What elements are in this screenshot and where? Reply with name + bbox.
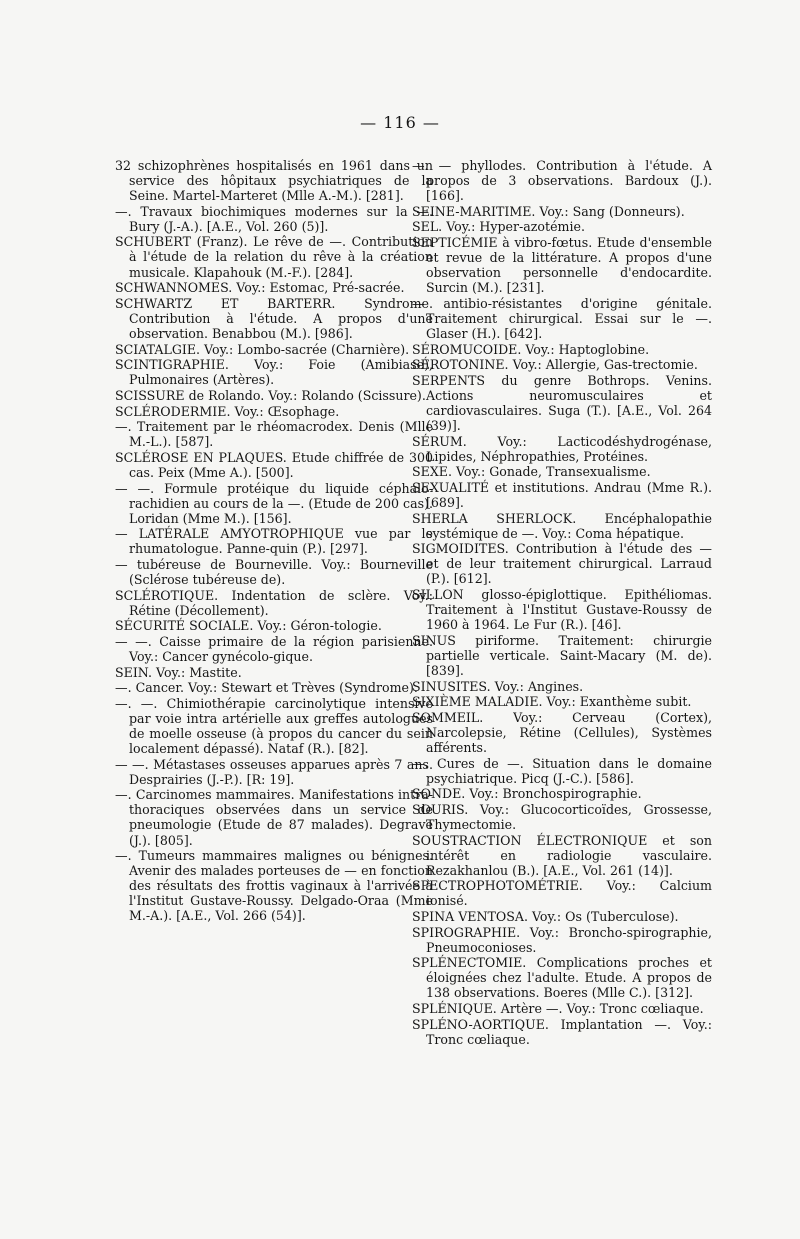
index-entry: SILLON glosso-épiglottique. Epithéliomas. Traitement à l'Institut Gustave-Roussy de 1960 à 1964. Le Fur (R.). [46]. <box>412 587 712 633</box>
index-entry: — LATÉRALE AMYOTROPHIQUE vue par le rhumatologue. Panne-quin (P.). [297]. <box>115 526 433 557</box>
index-entry: SPLÉNO-AORTIQUE. Implantation —. Voy.: Tronc cœliaque. <box>412 1016 712 1047</box>
index-entry: SPINA VENTOSA. Voy.: Os (Tuberculose). <box>412 908 679 924</box>
index-entry: —. Cures de —. Situation dans le domaine psychiatrique. Picq (J.-C.). [586]. <box>412 755 712 786</box>
index-entry: SCLÉRODERMIE. Voy.: Œsophage. <box>115 403 340 419</box>
index-entry: SCINTIGRAPHIE. Voy.: Foie (Amibiase), Pulmonaires (Artères). <box>115 357 433 388</box>
index-entry: — —. Métastases osseuses apparues après 7 ans. Desprairies (J.-P.). [R: 19]. <box>115 756 433 787</box>
index-entry: SÉRUM. Voy.: Lacticodéshydrogénase, Lipides, Néphropathies, Protéines. <box>412 433 712 464</box>
index-entry: SPLÉNECTOMIE. Complications proches et éloignées chez l'adulte. Etude. A propos de 138 observations. Boeres (Mlle C.). [312]. <box>412 955 712 1001</box>
index-entry: — antibio-résistantes d'origine génitale. Traitement chirurgical. Essai sur le —. Glaser (H.). [642]. <box>412 295 712 341</box>
index-entry: SPECTROPHOTOMÉTRIE. Voy.: Calcium ionisé. <box>412 878 712 909</box>
index-entry: — tubéreuse de Bourneville. Voy.: Bourneville (Sclérose tubéreuse de). <box>115 556 433 587</box>
index-entry: SIGMOIDITES. Contribution à l'étude des — et de leur traitement chirurgical. Larraud (P.). [612]. <box>412 541 712 587</box>
index-entry: —. — phyllodes. Contribution à l'étude. A propos de 3 observations. Bardoux (J.). [166]. <box>412 158 712 204</box>
index-entry: SIXIÈME MALADIE. Voy.: Exanthème subit. <box>412 694 692 710</box>
page-number: — 116 — <box>360 113 440 132</box>
index-entry: SEIN. Voy.: Mastite. <box>115 664 242 680</box>
right-column <box>412 158 712 1047</box>
index-entry: SEPTICÉMIE à vibro-fœtus. Etude d'ensemble et revue de la littérature. A propos d'une observation personnelle d'endocardite. Surcin (M.). [231]. <box>412 235 712 296</box>
index-entry: —. Traitement par le rhéomacrodex. Denis (Mlle M.-L.). [587]. <box>115 419 433 450</box>
index-entry: SPLÉNIQUE. Artère —. Voy.: Tronc cœliaque. <box>412 1001 704 1017</box>
index-entry: SEINE-MARITIME. Voy.: Sang (Donneurs). <box>412 203 685 219</box>
index-entry: SOMMEIL. Voy.: Cerveau (Cortex), Narcolepsie, Rétine (Cellules), Systèmes afférents. <box>412 709 712 755</box>
index-entry: SHERLA SHERLOCK. Encéphalopathie systémique de —. Voy.: Coma hépatique. <box>412 510 712 541</box>
index-entry: SINUSITES. Voy.: Angines. <box>412 678 584 694</box>
index-entry: SERPENTS du genre Bothrops. Venins. Actions neuromusculaires et cardiovasculaires. Suga (T.). [A.E., Vol. 264 (39)]. <box>412 372 712 433</box>
index-entry: SPIROGRAPHIE. Voy.: Broncho-spirographie, Pneumoconioses. <box>412 924 712 955</box>
index-entry: SOUSTRACTION ÉLECTRONIQUE et son intérêt en radiologie vasculaire. Rezakhanlou (B.). [A.E., Vol. 261 (14)]. <box>412 832 712 878</box>
index-entry: SÉROMUCOIDE. Voy.: Haptoglobine. <box>412 341 650 357</box>
index-entry: SCLÉROTIQUE. Indentation de sclère. Voy.: Rétine (Décollement). <box>115 587 433 618</box>
index-entry: —. Travaux biochimiques modernes sur la —. Bury (J.-A.). [A.E., Vol. 260 (5)]. <box>115 203 433 234</box>
index-entry: SCHWARTZ ET BARTERR. Syndrome. Contribution à l'étude. A propos d'une observation. Benabbou (M.). [986]. <box>115 295 433 341</box>
index-entry: SINUS piriforme. Traitement: chirurgie partielle verticale. Saint-Macary (M. de). [839]. <box>412 632 712 678</box>
index-entry: —. Tumeurs mammaires malignes ou bénignes. Avenir des malades porteuses de — en fonction des résultats des frottis vaginaux à l'arrivée à l'Institut Gustave-Roussy. Delgado-Oraa (Mme M.-A.). [A.E., Vol. 266 (54)]. <box>115 848 433 924</box>
index-entry: 32 schizophrènes hospitalisés en 1961 dans un service des hôpitaux psychiatriques de la Seine. Martel-Marteret (Mlle A.-M.). [281]. <box>115 158 433 204</box>
index-entry: SEXUALITÉ et institutions. Andrau (Mme R.). [689]. <box>412 479 712 510</box>
index-entry: —. —. Chimiothérapie carcinolytique intensive par voie intra artérielle aux greffes autologues de moelle osseuse (à propos du cancer du sein localement dépassé). Nataf (R.). [82]. <box>115 695 433 757</box>
index-entry: SEXE. Voy.: Gonade, Transexualisme. <box>412 464 651 480</box>
index-entry: SÉCURITÉ SOCIALE. Voy.: Géron-tologie. <box>115 618 382 634</box>
index-entry: SONDE. Voy.: Bronchospirographie. <box>412 786 642 802</box>
index-entry: SCISSURE de Rolando. Voy.: Rolando (Scissure). <box>115 387 426 403</box>
index-entry: SCHWANNOMES. Voy.: Estomac, Pré-sacrée. <box>115 280 405 296</box>
left-column <box>115 158 433 924</box>
index-entry: SCLÉROSE EN PLAQUES. Etude chiffrée de 300 cas. Peix (Mme A.). [500]. <box>115 449 433 480</box>
index-entry: SCIATALGIE. Voy.: Lombo-sacrée (Charnière). <box>115 341 410 357</box>
index-entry: — —. Formule protéique du liquide céphalo-rachidien au cours de la —. (Etude de 200 cas). Loridan (Mme M.). [156]. <box>115 480 433 526</box>
index-entry: SCHUBERT (Franz). Le rêve de —. Contribution à l'étude de la relation du rêve à la création musicale. Klapahouk (M.-F.). [284]. <box>115 234 433 280</box>
index-entry: SÉROTONINE. Voy.: Allergie, Gas-trectomie. <box>412 357 698 373</box>
index-entry: — —. Caisse primaire de la région parisienne. Voy.: Cancer gynécolo-gique. <box>115 633 433 664</box>
index-entry: SOURIS. Voy.: Glucocorticoïdes, Grossesse, Thymectomie. <box>412 801 712 832</box>
index-entry: —. Carcinomes mammaires. Manifestations intra-thoraciques observées dans un service de pneumologie (Etude de 87 malades). Degrave (J.). [805]. <box>115 787 433 848</box>
index-entry: —. Cancer. Voy.: Stewart et Trèves (Syndrome). <box>115 680 418 696</box>
index-entry: SEL. Voy.: Hyper-azotémie. <box>412 219 585 235</box>
